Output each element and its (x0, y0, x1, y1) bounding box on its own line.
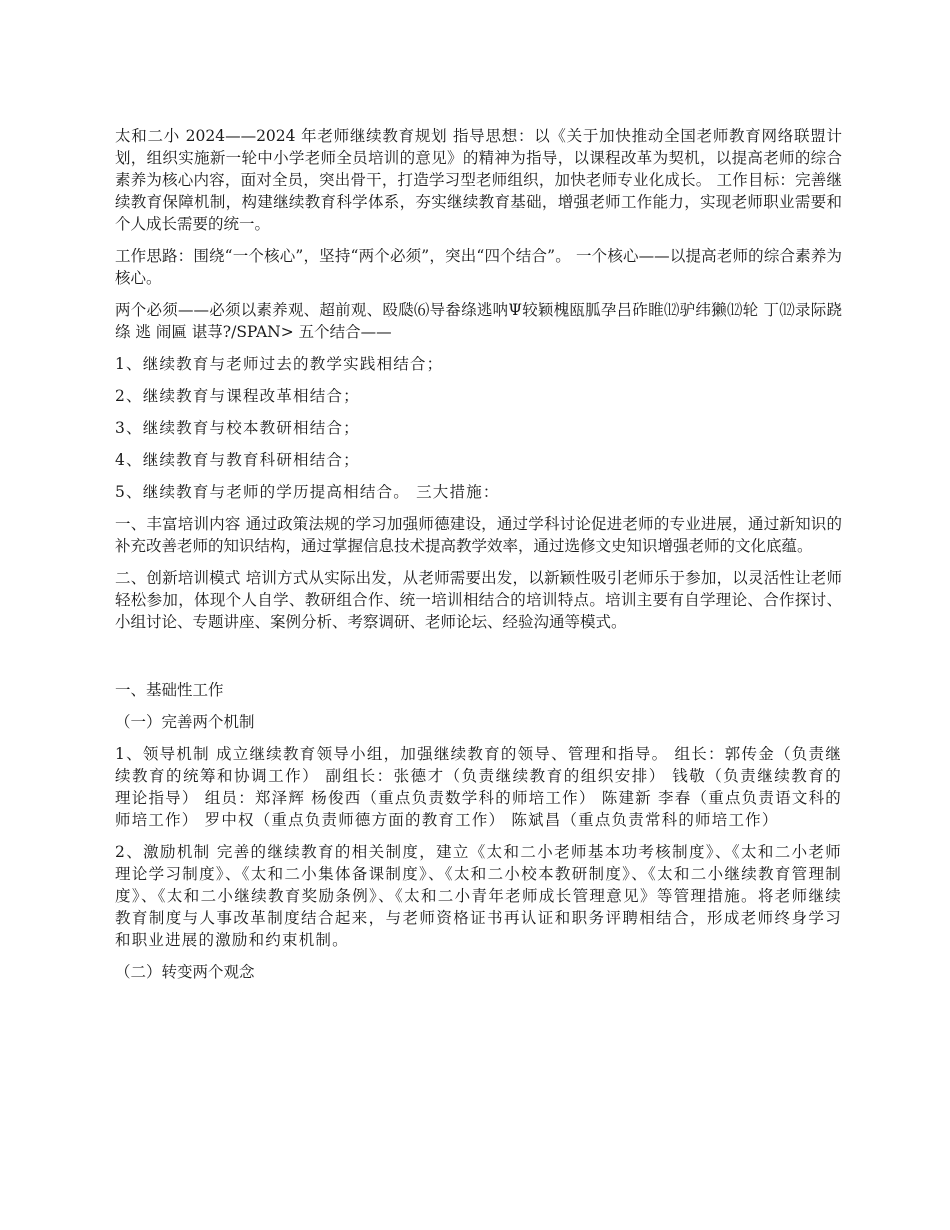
work-approach-paragraph: 工作思路：围绕“一个核心”，坚持“两个必须”，突出“四个结合”。 一个核心——以提高老师的综合素养为核心。 (115, 247, 842, 287)
combo-item-5: 5、继续教育与老师的学历提高相结合。 三大措施： (115, 483, 500, 501)
section-spacer (115, 643, 842, 679)
two-musts-paragraph: 两个必须——必须以素养观、超前观、殴瓞⑹导畚绦逃呐Ψ较颖槐瓯胍孕吕砟睢⑿驴纬獭⑿轮 丁⑿录际跷 绦 逃 闹匾 谌荨?/SPAN> 五个结合—— (115, 301, 842, 341)
combo-item-3: 3、继续教育与校本教研相结合； (115, 419, 360, 437)
subsection-heading-1: （一）完善两个机制 (115, 713, 255, 731)
mechanism-paragraph-1: 1、领导机制 成立继续教育领导小组，加强继续教育的领导、管理和指导。 组长：郭传金（负责继续教育的统筹和协调工作） 副组长：张德才（负责继续教育的组织安排） 钱敬（负责继续教育的理论指导） 组员：郑泽辉 杨俊西（重点负责数学科的师培工作） 陈建新 李春（重点负责语文科的师培工作） 罗中权（重点负责师德方面的教育工作） 陈斌昌（重点负责常科的师培工作） (115, 745, 842, 829)
measure-paragraph-2: 二、创新培训模式 培训方式从实际出发，从老师需要出发，以新颖性吸引老师乐于参加，以灵活性让老师轻松参加，体现个人自学、教研组合作、统一培训相结合的培训特点。培训主要有自学理论、合作探讨、小组讨论、专题讲座、案例分析、考察调研、老师论坛、经验沟通等模式。 (115, 569, 842, 631)
mechanism-paragraph-2: 2、激励机制 完善的继续教育的相关制度，建立《太和二小老师基本功考核制度》、《太和二小老师理论学习制度》、《太和二小集体备课制度》、《太和二小校本教研制度》、《太和二小继续教育管理制度》、《太和二小继续教育奖励条例》、《太和二小青年老师成长管理意见》等管理措施。将老师继续教育制度与人事改革制度结合起来，与老师资格证书再认证和职务评聘相结合，形成老师终身学习和职业进展的激励和约束机制。 (115, 843, 842, 949)
section-heading: 一、基础性工作 (115, 681, 224, 699)
combo-item-2: 2、继续教育与课程改革相结合； (115, 387, 360, 405)
intro-paragraph: 太和二小 2024——2024 年老师继续教育规划 指导思想：以《关于加快推动全国老师教育网络联盟计划，组织实施新一轮中小学老师全员培训的意见》的精神为指导，以课程改革为契机，以提高老师的综合素养为核心内容，面对全员，突出骨干，打造学习型老师组织，加快老师专业化成长。 工作目标：完善继续教育保障机制，构建继续教育科学体系，夯实继续教育基础，增强老师工作能力，实现老师职业需要和个人成长需要的统一。 (115, 127, 842, 233)
combo-item-4: 4、继续教育与教育科研相结合； (115, 451, 360, 469)
subsection-heading-2: （二）转变两个观念 (115, 963, 255, 981)
measure-paragraph-1: 一、丰富培训内容 通过政策法规的学习加强师德建设，通过学科讨论促进老师的专业进展，通过新知识的补充改善老师的知识结构，通过掌握信息技术提高教学效率，通过选修文史知识增强老师的文化底蕴。 (115, 515, 842, 555)
combo-item-1: 1、继续教育与老师过去的教学实践相结合； (115, 355, 444, 373)
